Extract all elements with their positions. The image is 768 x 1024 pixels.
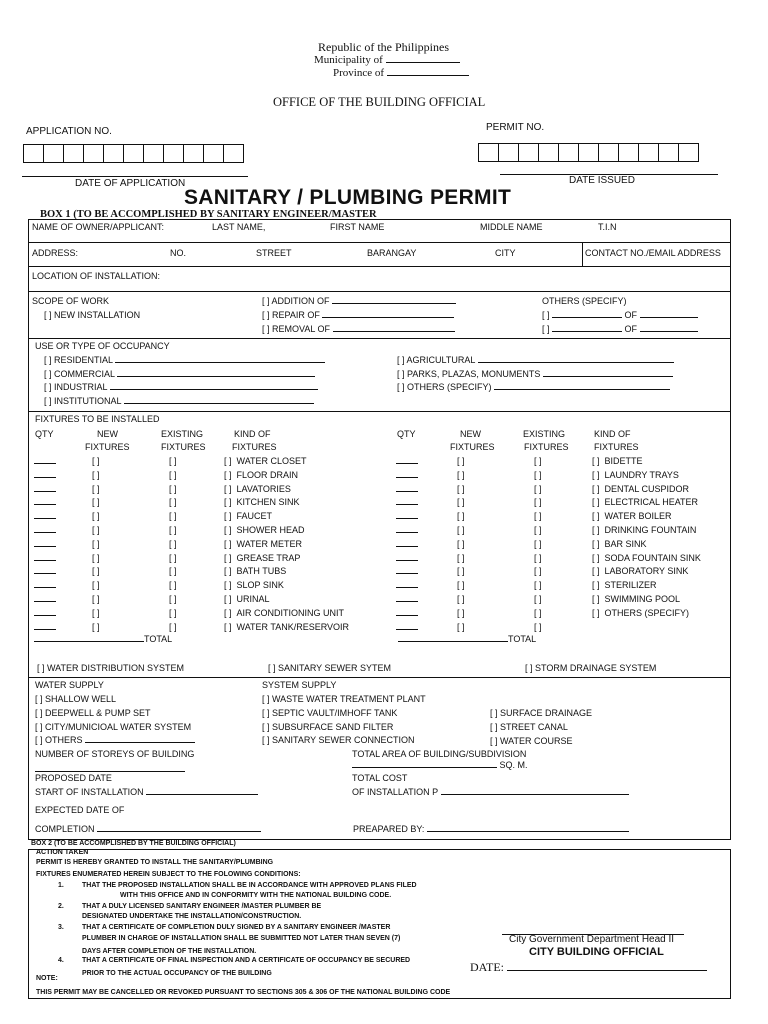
- date-of-application-label: DATE OF APPLICATION: [75, 178, 186, 189]
- kind-fixtures-header: FIXTURES: [232, 442, 277, 452]
- col-divider: [582, 242, 583, 266]
- new-fixtures-header: FIXTURES: [85, 442, 130, 452]
- footer-text: THIS PERMIT MAY BE CANCELLED OR REVOKED PURSUANT TO SECTIONS 305 & 306 OF THE NATIONAL BUILDING CODE: [36, 989, 451, 996]
- system-supply-options[interactable]: [ ] WASTE WATER TREATMENT PLANT [ ] SEPTIC VAULT/IMHOFF TANK [ ] SUBSURFACE SAND FILTER [ ] SANITARY SEWER CONNECTION: [262, 694, 426, 746]
- application-no-label: APPLICATION NO.: [26, 126, 112, 137]
- occupancy-parks[interactable]: [ ] PARKS, PLAZAS, MONUMENTS: [397, 369, 673, 379]
- occupancy-institutional[interactable]: [ ] INSTITUTIONAL: [44, 396, 314, 406]
- existing-fixtures-header: FIXTURES: [161, 442, 206, 452]
- proposed-date-label: PROPOSED DATE: [35, 773, 112, 783]
- storeys-label: NUMBER OF STOREYS OF BUILDING: [35, 749, 195, 759]
- office-title: OFFICE OF THE BUILDING OFFICIAL: [273, 95, 486, 109]
- fixture-kind-column-right[interactable]: [ ] BIDETTE [ ] LAUNDRY TRAYS [ ] DENTAL CUSPIDOR [ ] ELECTRICAL HEATER [ ] WATER BOILER [ ] DRINKING FOUNTAIN [ ] BAR SINK [ ] SODA FOUNTAIN SINK [ ] LABORATORY SINK [ ] STERILIZER [ ] SWIMMING POOL [ ] OTHERS (SPECIFY): [592, 456, 701, 618]
- contact-label: CONTACT NO./EMAIL ADDRESS: [585, 248, 721, 258]
- row-divider: [28, 266, 731, 267]
- expected-date-label: EXPECTED DATE OF: [35, 805, 125, 815]
- storeys-line[interactable]: [35, 771, 185, 772]
- condition-4a: THAT A CERTIFICATE OF FINAL INSPECTION AND A CERTIFICATE OF OCCUPANCY BE SECURED: [82, 957, 411, 964]
- street-label: STREET: [256, 248, 292, 258]
- permit-no-boxes[interactable]: [478, 143, 699, 162]
- condition-3b: PLUMBER IN CHARGE OF INSTALLATION SHALL BE SUBMITTED NOT LATER THAN SEVEN (7): [82, 935, 401, 942]
- date-issued-label: DATE ISSUED: [569, 175, 635, 186]
- middle-name-label: MIDDLE NAME: [480, 222, 543, 232]
- address-no-label: NO.: [170, 248, 187, 258]
- last-name-label: LAST NAME,: [212, 222, 266, 232]
- official-label: CITY BUILDING OFFICIAL: [529, 946, 664, 958]
- fixture-new-column-left[interactable]: [ ] [ ] [ ] [ ] [ ] [ ] [ ] [ ] [ ] [ ] [ ] [ ] [ ]: [92, 456, 100, 632]
- qty-header-right: QTY: [397, 429, 416, 439]
- qty-header: QTY: [35, 429, 54, 439]
- system-supply-label: SYSTEM SUPPLY: [262, 680, 337, 690]
- province-label: Province of: [333, 67, 469, 79]
- condition-1a: THAT THE PROPOSED INSTALLATION SHALL BE IN ACCORDANCE WITH APPROVED PLANS FILED: [82, 882, 417, 889]
- enumerated-text: FIXTURES ENUMERATED HEREIN SUBJECT TO THE FOLOWING CONDITIONS:: [36, 871, 301, 878]
- start-installation-field[interactable]: START OF INSTALLATION: [35, 787, 258, 797]
- kind-fixtures-header-right: FIXTURES: [594, 442, 639, 452]
- condition-3c: DAYS AFTER COMPLETION OF THE INSTALLATION.: [82, 948, 257, 955]
- total-area-field[interactable]: SQ. M.: [352, 760, 528, 770]
- republic: Republic of the Philippines: [318, 40, 449, 54]
- dept-head-label: City Government Department Head II: [509, 934, 675, 945]
- date-field[interactable]: DATE:: [470, 960, 707, 975]
- sanitary-sewer-option[interactable]: [ ] SANITARY SEWER SYTEM: [268, 663, 392, 673]
- water-distribution-option[interactable]: [ ] WATER DISTRIBUTION SYSTEM: [37, 663, 185, 673]
- occupancy-others[interactable]: [ ] OTHERS (SPECIFY): [397, 382, 670, 392]
- water-supply-options[interactable]: [ ] SHALLOW WELL [ ] DEEPWELL & PUMP SET [ ] CITY/MUNICIOAL WATER SYSTEM [ ] OTHERS: [35, 693, 195, 748]
- condition-2-num: 2.: [58, 903, 64, 910]
- occupancy-commercial[interactable]: [ ] COMMERCIAL: [44, 369, 315, 379]
- fixture-new-column-right[interactable]: [ ] [ ] [ ] [ ] [ ] [ ] [ ] [ ] [ ] [ ] [ ] [ ] [ ]: [457, 456, 465, 632]
- first-name-label: FIRST NAME: [330, 222, 385, 232]
- location-label: LOCATION OF INSTALLATION:: [32, 271, 161, 281]
- new-fixtures-header-right: FIXTURES: [450, 442, 495, 452]
- addition-option[interactable]: [ ] ADDITION OF: [262, 296, 456, 306]
- granted-text: PERMIT IS HEREBY GRANTED TO INSTALL THE SANITARY/PLUMBING: [36, 859, 274, 866]
- fixture-existing-column-right[interactable]: [ ] [ ] [ ] [ ] [ ] [ ] [ ] [ ] [ ] [ ] [ ] [ ] [ ]: [534, 456, 542, 632]
- prepared-by-field[interactable]: PREAPARED BY:: [353, 824, 629, 834]
- row-divider: [28, 242, 731, 243]
- scope-label: SCOPE OF WORK: [32, 296, 110, 306]
- city-label: CITY: [495, 248, 516, 258]
- new-header: NEW: [97, 429, 118, 439]
- condition-3a: THAT A CERTIFICATE OF COMPLETION DULY SIGNED BY A SANITARY ENGINEER /MASTER: [82, 924, 391, 931]
- row-divider: [28, 291, 731, 292]
- kind-header: KIND OF: [234, 429, 271, 439]
- fixture-kind-column-left[interactable]: [ ] WATER CLOSET [ ] FLOOR DRAIN [ ] LAVATORIES [ ] KITCHEN SINK [ ] FAUCET [ ] SHOWER HEAD [ ] WATER METER [ ] GREASE TRAP [ ] BATH TUBS [ ] SLOP SINK [ ] URINAL [ ] AIR CONDITIONING UNIT [ ] WATER TANK/RESERVOIR: [224, 456, 350, 632]
- box1-title: BOX 1 (TO BE ACCOMPLISHED BY SANITARY ENGINEER/MASTER: [40, 209, 377, 220]
- box2-title: BOX 2 (TO BE ACCOMPLISHED BY THE BUILDING OFFICIAL): [31, 840, 236, 847]
- new-header-right: NEW: [460, 429, 481, 439]
- drainage-options[interactable]: [ ] SURFACE DRAINAGE [ ] STREET CANAL [ ] WATER COURSE: [490, 708, 593, 746]
- condition-4b: PRIOR TO THE ACTUAL OCCUPANCY OF THE BUILDING: [82, 970, 272, 977]
- existing-header: EXISTING: [161, 429, 204, 439]
- repair-option[interactable]: [ ] REPAIR OF: [262, 310, 454, 320]
- removal-option[interactable]: [ ] REMOVAL OF: [262, 324, 455, 334]
- owner-name-label: NAME OF OWNER/APPLICANT:: [32, 222, 165, 232]
- total-right[interactable]: TOTAL: [398, 634, 536, 644]
- row-divider: [28, 411, 731, 412]
- note-label: NOTE:: [36, 975, 58, 982]
- fixture-qty-column-left[interactable]: [34, 455, 56, 634]
- total-cost-label: TOTAL COST: [352, 773, 408, 783]
- occupancy-industrial[interactable]: [ ] INDUSTRIAL: [44, 382, 318, 392]
- tin-label: T.I.N: [598, 222, 617, 232]
- cost-installation-field[interactable]: OF INSTALLATION P: [352, 787, 629, 797]
- condition-3-num: 3.: [58, 924, 64, 931]
- condition-2a: THAT A DULY LICENSED SANITARY ENGINEER /MASTER PLUMBER BE: [82, 903, 322, 910]
- occupancy-agricultural[interactable]: [ ] AGRICULTURAL: [397, 355, 674, 365]
- water-supply-label: WATER SUPPLY: [35, 680, 104, 690]
- permit-no-label: PERMIT NO.: [486, 122, 545, 133]
- permit-title: SANITARY / PLUMBING PERMIT: [184, 186, 512, 209]
- kind-header-right: KIND OF: [594, 429, 631, 439]
- condition-2b: DESIGNATED UNDERTAKE THE INSTALLATION/CONSTRUCTION.: [82, 913, 302, 920]
- storm-drainage-option[interactable]: [ ] STORM DRAINAGE SYSTEM: [525, 663, 657, 673]
- existing-header-right: EXISTING: [523, 429, 566, 439]
- completion-field[interactable]: COMPLETION: [35, 824, 261, 834]
- occupancy-residential[interactable]: [ ] RESIDENTIAL: [44, 355, 325, 365]
- existing-fixtures-header-right: FIXTURES: [524, 442, 569, 452]
- fixture-qty-column-right[interactable]: [396, 455, 418, 634]
- fixtures-label: FIXTURES TO BE INSTALLED: [35, 414, 160, 424]
- others-option-2[interactable]: [ ] OF: [542, 324, 698, 334]
- total-left[interactable]: TOTAL: [34, 634, 172, 644]
- others-specify-label: OTHERS (SPECIFY): [542, 296, 627, 306]
- occupancy-label: USE OR TYPE OF OCCUPANCY: [35, 341, 170, 351]
- fixture-existing-column-left[interactable]: [ ] [ ] [ ] [ ] [ ] [ ] [ ] [ ] [ ] [ ] [ ] [ ] [ ]: [169, 456, 177, 632]
- municipality-label: Municipality of: [314, 54, 460, 66]
- condition-1b: WITH THIS OFFICE AND IN CONFORMITY WITH THE NATIONAL BUILDING CODE.: [120, 892, 392, 899]
- condition-1-num: 1.: [58, 882, 64, 889]
- row-divider: [28, 338, 731, 339]
- application-no-boxes[interactable]: [23, 144, 244, 163]
- date-of-application-line[interactable]: [22, 176, 248, 177]
- total-area-label: TOTAL AREA OF BUILDING/SUBDIVISION: [352, 749, 527, 759]
- action-taken-label: ACTION TAKEN: [36, 849, 89, 856]
- others-option-1[interactable]: [ ] OF: [542, 310, 698, 320]
- new-installation-option[interactable]: [ ] NEW INSTALLATION: [44, 310, 141, 320]
- row-divider: [28, 677, 731, 678]
- barangay-label: BARANGAY: [367, 248, 417, 258]
- condition-4-num: 4.: [58, 957, 64, 964]
- address-label: ADDRESS:: [32, 248, 79, 258]
